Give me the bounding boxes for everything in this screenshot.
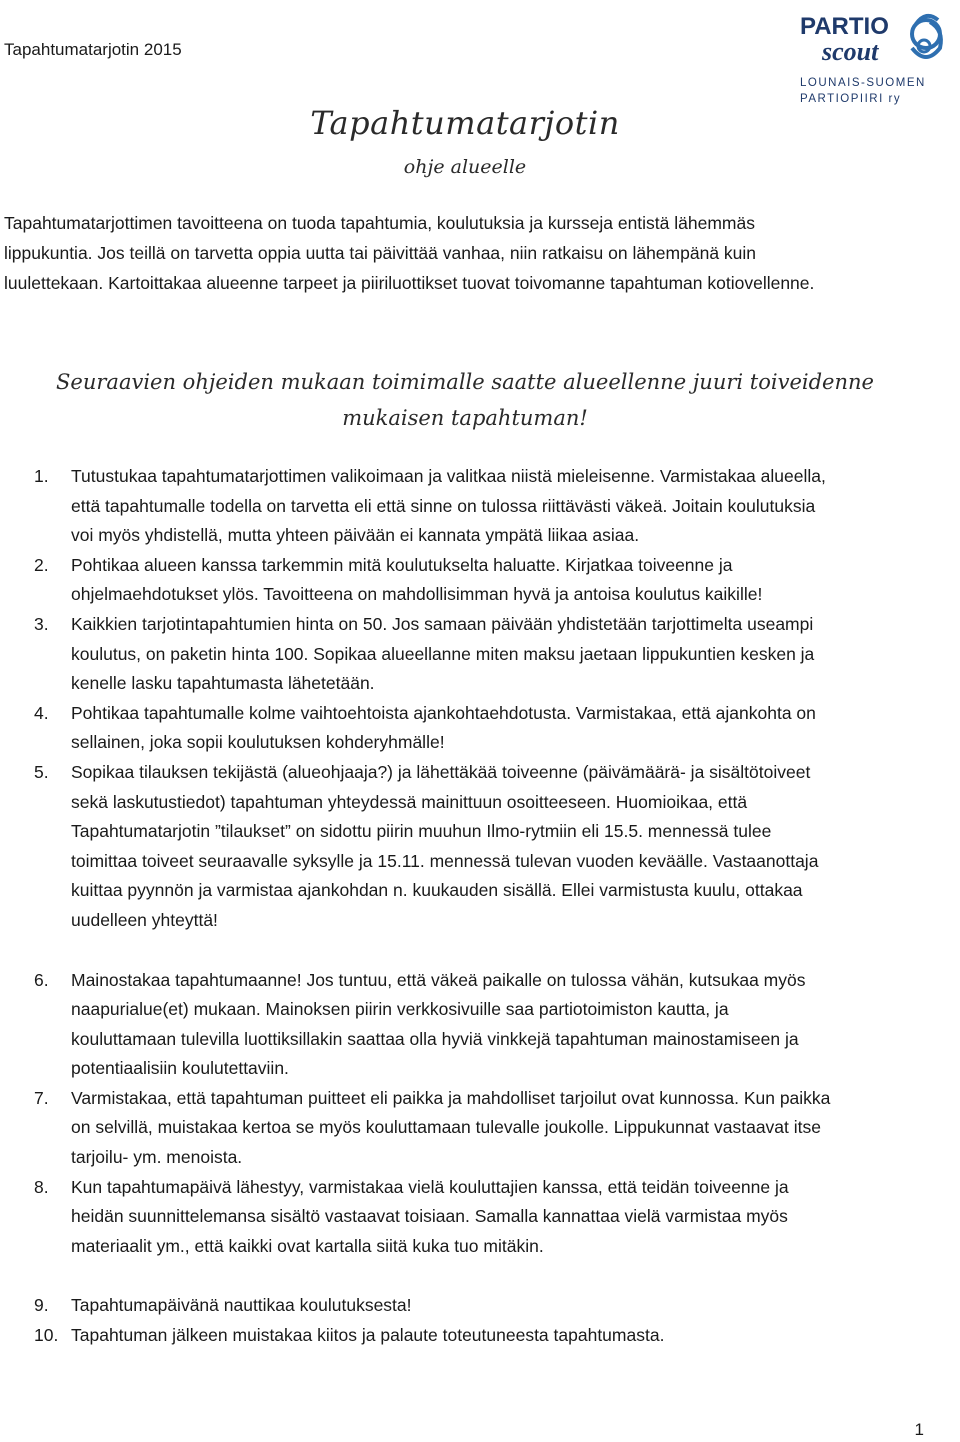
step-item: [0, 551, 930, 610]
page-number: 1: [914, 1420, 924, 1439]
step-text-line: heidän suunnittelemansa sisältö vastaavat toisiaan. Samalla kannattaa vielä varmistaa myös: [71, 1206, 788, 1227]
step-text-line: Tapahtumatarjotin ”tilaukset” on sidottu piirin muuhun Ilmo-rytmiin eli 15.5. mennessä tulee: [71, 821, 772, 842]
step-text-line: uudelleen yhteyttä!: [71, 909, 218, 930]
step-text-line: materiaalit ym., että kaikki ovat kartalla siitä kuka tuo mitäkin.: [71, 1235, 544, 1256]
step-number: 3.: [34, 613, 49, 634]
step-number: 6.: [34, 969, 49, 990]
step-text-line: Pohtikaa alueen kanssa tarkemmin mitä koulutukselta haluatte. Kirjatkaa toiveenne ja: [71, 554, 733, 575]
step-item: [0, 1173, 930, 1262]
step-text-line: Sopikaa tilauksen tekijästä (alueohjaaja?) ja lähettäkää toiveenne (päivämäärä- ja sisältötoiveet: [71, 761, 811, 782]
step-item: [0, 758, 930, 936]
step-item: [0, 610, 930, 699]
step-text-line: potentiaalisiin koulutettaviin.: [71, 1058, 289, 1079]
step-item: [0, 1291, 930, 1321]
step-text-line: kuittaa pyynnön ja varmistaa ajankohdan n. kuukauden sisällä. Ellei varmistusta kuulu, ottakaa: [71, 880, 803, 901]
step-item: [0, 462, 930, 551]
step-text-line: tarjoilu- ym. menoista.: [71, 1147, 243, 1168]
logo-region-text: LOUNAIS-SUOMEN: [800, 77, 926, 89]
step-number: 10.: [34, 1325, 59, 1346]
intro-line: lippukuntia. Jos teillä on tarvetta oppia uutta tai päivittää vanhaa, niin ratkaisu on lähempänä kuin: [4, 243, 757, 263]
step-item: [0, 1321, 930, 1351]
trefoil-knot-icon: [912, 16, 941, 57]
highlight-callout: [0, 364, 930, 436]
step-item: [0, 699, 930, 758]
step-text-line: sellainen, joka sopii koulutuksen kohderyhmälle!: [71, 732, 445, 753]
step-number: 2.: [34, 554, 49, 575]
step-text-line: Pohtikaa tapahtumalle kolme vaihtoehtoista ajankohtaehdotusta. Varmistakaa, että ajankohta on: [71, 702, 816, 723]
step-text-line: toimittaa toiveet seuraavalle syksylle ja 15.11. mennessä tulevan vuoden keväälle. Vastaanottaja: [71, 850, 819, 871]
step-text-line: ohjelmaehdotukset ylös. Tavoitteena on mahdollisimman hyvä ja antoisa koulutus kaikille!: [71, 584, 763, 605]
intro-paragraph: [4, 208, 924, 298]
highlight-line: mukaisen tapahtuman!: [342, 406, 588, 430]
highlight-line: Seuraavien ohjeiden mukaan toimimalle saatte alueellenne juuri toiveidenne: [56, 370, 874, 394]
logo-district-text: PARTIOPIIRI ry: [800, 93, 902, 105]
step-text-line: että tapahtumalle todella on tarvetta eli että sinne on tulossa riittävästi väkeä. Joitain koulutuksia: [71, 495, 816, 516]
step-text-line: kenelle lasku tapahtumasta lähetetään.: [71, 673, 375, 694]
step-number: 1.: [34, 466, 49, 486]
step-item: [0, 966, 930, 1084]
step-text-line: Tapahtuman jälkeen muistakaa kiitos ja palaute toteutuneesta tapahtumasta.: [71, 1325, 665, 1346]
running-header: Tapahtumatarjotin 2015: [4, 40, 182, 59]
step-text-line: Kaikkien tarjotintapahtumien hinta on 50. Jos samaan päivään yhdistetään tarjottimelta useampi: [71, 613, 814, 634]
step-text-line: kouluttamaan tulevilla luottiksillakin saattaa olla hyviä vinkkejä tapahtuman mainostamiseen ja: [71, 1028, 799, 1049]
step-number: 9.: [34, 1295, 49, 1316]
step-number: 4.: [34, 702, 49, 723]
logo-partio-text: PARTIO: [800, 13, 889, 40]
step-text-line: naapurialue(et) mukaan. Mainoksen piirin verkkosivuille saa partiotoimiston kautta, ja: [71, 999, 729, 1020]
step-number: 8.: [34, 1176, 49, 1197]
step-text-line: sekä laskutustiedot) tapahtuman yhteydessä mainittuun osoitteeseen. Huomioikaa, että: [71, 791, 748, 812]
logo-scout-text: scout: [822, 37, 879, 66]
steps-list: [0, 462, 930, 1351]
step-text-line: koulutus, on paketin hinta 100. Sopikaa alueellanne miten maksu jaetaan lippukuntien kesken ja: [71, 643, 815, 664]
intro-line: luulettekaan. Kartoittakaa alueenne tarpeet ja piiriluottikset tuovat toivomanne tapahtuman kotiovellenne.: [4, 273, 815, 293]
step-text-line: Kun tapahtumapäivä lähestyy, varmistakaa vielä kouluttajien kanssa, että teidän toiveenne ja: [71, 1176, 789, 1197]
step-item: [0, 1084, 930, 1173]
step-text-line: Mainostakaa tapahtumaanne! Jos tuntuu, että väkeä paikalle on tulossa vähän, kutsukaa myös: [71, 969, 806, 990]
step-text-line: Tutustukaa tapahtumatarjottimen valikoimaan ja valitkaa niistä mieleisenne. Varmistakaa alueella,: [71, 466, 826, 486]
step-number: 7.: [34, 1087, 49, 1108]
document-title: Tapahtumatarjotin: [310, 104, 620, 142]
step-text-line: Varmistakaa, että tapahtuman puitteet eli paikka ja mahdolliset tarjoilut ovat kunnossa. Kun paikka: [71, 1087, 831, 1108]
step-text-line: Tapahtumapäivänä nauttikaa koulutuksesta!: [71, 1295, 412, 1316]
partio-scout-logo: [796, 4, 956, 108]
step-text-line: voi myös yhdistellä, mutta yhteen päivään ei kannata ympätä liikaa asiaa.: [71, 525, 640, 546]
step-text-line: on selvillä, muistakaa kertoa se myös kouluttamaan tulevalle joukolle. Lippukunnat vastaavat itse: [71, 1117, 821, 1138]
step-number: 5.: [34, 761, 49, 782]
document-subtitle: ohje alueelle: [403, 156, 527, 178]
intro-line: Tapahtumatarjottimen tavoitteena on tuoda tapahtumia, koulutuksia ja kursseja entistä lähemmäs: [4, 213, 755, 233]
